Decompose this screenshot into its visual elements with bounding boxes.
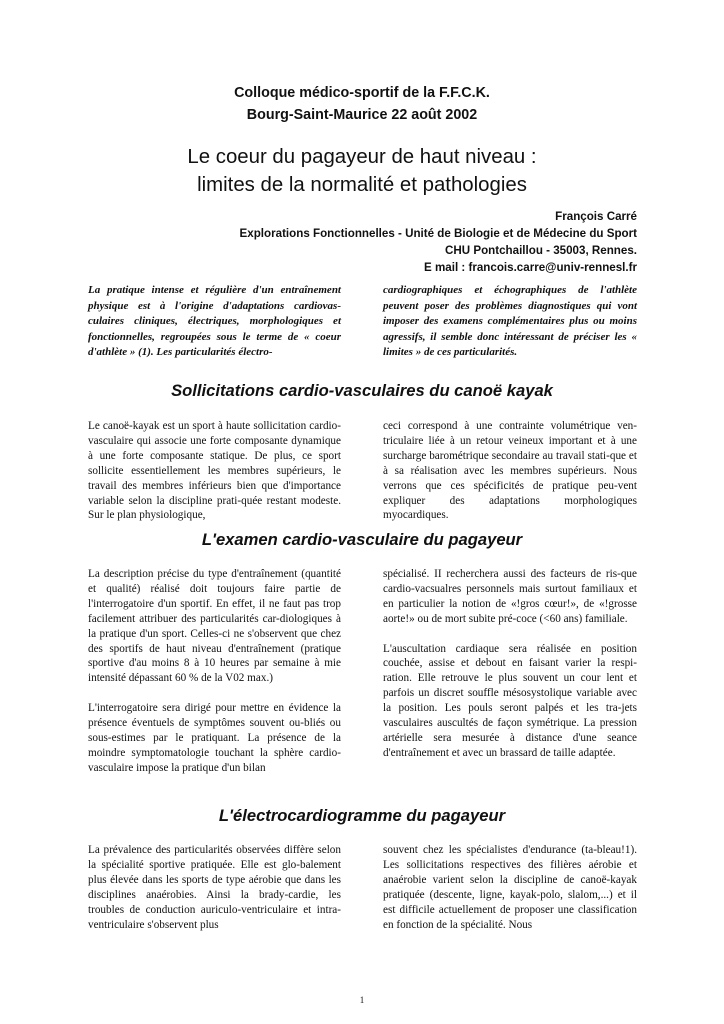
section1-right-text: ceci correspond à une contrainte volumétrique ven-triculaire liée à un retour veineux important et à une surcharge barométrique secondaire au travail stati-que et à sa réalisation avec les membres supérieurs. Nous verrons que ces spécificités de pratique peu-vent expliquer des adaptations morphologiques myocardiques. [383, 420, 637, 522]
conference-header [0, 82, 724, 126]
section1-left-text: Le canoë-kayak est un sport à haute sollicitation cardio-vasculaire qui associe une forte composante dynamique à une forte composante statique. De plus, ce sport sollicite essentiellement les membres supérieurs, le travail des membres inférieurs bien que d'importance variable selon la discipline prati-quée restant modeste. Sur le plan physiologique, [88, 420, 341, 522]
conference-place-date: Bourg-Saint-Maurice 22 août 2002 [246, 107, 478, 123]
author-name: François Carré [555, 210, 637, 223]
section2-left-paragraph-2: L'interrogatoire sera dirigé pour mettre en évidence la présence éventuels de symptômes souvent ou-bliés ou sous-estimes par le pratiquant. La présence de la moindre symptomatologie touchant la sphère cardio-vasculaire impose la pratique d'un bilan [88, 702, 341, 774]
author-block [240, 208, 637, 276]
author-affiliation: Explorations Fonctionnelles - Unité de Biologie et de Médecine du Sport [239, 227, 637, 240]
section3-right-text: souvent chez les spécialistes d'endurance (ta-bleau!1). Les sollicitations respectives des filières aérobie et anaérobie varient selon la discipline de canoë-kayak pratiquée (descente, ligne, kayak-polo, slalom,...) et il est difficile actuellement de proposer une classification en fonction de la spécialité. Nous [383, 844, 637, 931]
section-heading-sollicitations: Sollicitations cardio-vasculaires du canoë kayak [171, 381, 553, 400]
conference-name: Colloque médico-sportif de la F.F.C.K. [234, 85, 490, 101]
author-address: CHU Pontchaillou - 35003, Rennes. [445, 244, 637, 257]
section2-right-text [383, 567, 637, 761]
section2-right-paragraph-1: spécialisé. II recherchera aussi des facteurs de ris-que cardio-vacsualres personnels mais surtout familiaux et en particulier la notion de «!gros cœur!», de «!grosse aorte!» ou de mort subite pré-coce (<60 ans) familiale. [383, 568, 637, 625]
section3-left-text: La prévalence des particularités observées diffère selon la spécialité sportive pratiquée. Elle est glo-balement plus élevée dans les sports de type aérobie que dans les disciplines anaérobies. Ainsi la brady-cardie, les troubles de conduction auriculo-ventriculaire et intra-ventriculaire s'observent plus [88, 844, 341, 931]
document-title [0, 143, 724, 199]
author-email: E mail : francois.carre@univ-rennesl.fr [424, 261, 637, 274]
page-number: 1 [359, 995, 365, 1005]
abstract-left: La pratique intense et régulière d'un entraînement physique est à l'origine d'adaptations cardiovas-culaires cliniques, électriques, morphologiques et fonctionnelles, regroupées sous le terme de « coeur d'athlète » (1). Les particularités électro- [88, 284, 341, 359]
title-line-2: limites de la normalité et pathologies [197, 174, 527, 196]
section-heading-electrocardiogramme: L'électrocardiogramme du pagayeur [218, 806, 506, 825]
section2-left-paragraph-1: La description précise du type d'entraînement (quantité et qualité) réalisé doit toujours faire partie de l'interrogatoire d'un sportif. En effet, il ne faut pas trop facilement attribuer des particularités car-diologiques à la pratique d'un sport. Celles-ci ne s'observent que chez des sportifs de haut niveau d'entraînement (pratique sportive d'au moins 8 à 10 heures par semaine à mie intensité dépassant 60 % de la V02 max.) [88, 568, 341, 685]
abstract-right: cardiographiques et échographiques de l'athlète peuvent poser des problèmes diagnostiques qui vont imposer des examens complémentaires plus ou moins agressifs, il semble donc intéressant de préciser les « limites » de ces particularités. [383, 284, 637, 359]
section2-left-text [88, 567, 341, 776]
section-heading-examen: L'examen cardio-vasculaire du pagayeur [201, 530, 523, 549]
title-line-1: Le coeur du pagayeur de haut niveau : [187, 146, 537, 168]
section2-right-paragraph-2: L'auscultation cardiaque sera réalisée en position couchée, assise et debout en faisant varier la respi-ration. Elle retrouve le plus souvent un cour lent et parfois un discret souffle mésosystolique variable avec la position. Les pouls seront palpés et les tra-jets vasculaires auscultés de façon symétrique. La pression artérielle sera mesurée à distance d'une seance d'entraînement et avec un brassard de taille adaptée. [383, 642, 637, 759]
